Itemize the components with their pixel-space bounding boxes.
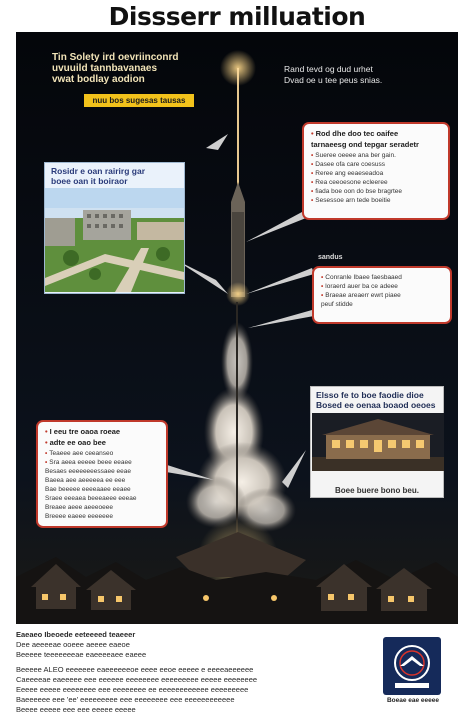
callout-middle-right <box>312 266 452 324</box>
callout-row-text: Rea ceeoesone ecleeree <box>315 179 388 186</box>
callout-row-text: Sra aeea eeeee beee eeaee <box>49 459 132 466</box>
callout-row-text: Reree ang eeaeseadoa <box>315 170 384 177</box>
callout-row: • fiada boe oon do bse bragrtee <box>311 188 403 195</box>
callout-row: • Dasee ofa care coesuss <box>311 161 386 168</box>
callout-row-text: fiada boe oon do bse bragrtee <box>315 188 403 195</box>
callout-row: • Sra aeea eeeee beee eeaee <box>45 459 132 466</box>
page-title: Dissserr milluation <box>108 2 366 31</box>
headline <box>52 52 212 85</box>
callout-top-right <box>302 122 450 220</box>
footer-line: Eeeee eeeee eeeeeeee eee eeeeeeee ee eeeeeeeeeeee eeeeeeeee <box>16 685 249 694</box>
house-photo-card <box>310 386 444 498</box>
callout-row: Sraee eeeaea beeeaeee eeeae <box>45 495 137 502</box>
photo-caption-line: Rosidr e oan rairirg gar <box>51 166 145 176</box>
callout-row: • Conranle Ibaee faesbaaed <box>321 274 402 281</box>
callout-row-text: Dasee ofa care coesuss <box>315 161 386 168</box>
night-scene-illustration <box>16 32 458 624</box>
footer-line: Baeeeeee eee 'ee' eeeeeeeee eee eeeeeeee eee eeeeeeeeeeee <box>16 695 235 704</box>
callout-left <box>36 420 168 528</box>
callout-row-text: Conranle Ibaee faesbaaed <box>325 274 402 281</box>
campus-photo <box>45 188 184 292</box>
headline-line: uvuuild tannbavanaes <box>52 63 158 74</box>
headline-line: Tin Solety ird oevriinconrd <box>52 52 179 63</box>
callout-row-text: Teaeee aee ceeanseo <box>49 450 114 457</box>
callout-heading: • I eeu tre oaoa roeae <box>45 427 121 436</box>
house-photo <box>312 413 444 471</box>
top-right-line: Dvad oe u tee peus snias. <box>284 75 383 85</box>
callout-heading: tarnaeesg ond tepgar seradetr <box>311 140 419 149</box>
footer-line: Beeeee ALEO eeeeeee eaeeeeeeoe eeee eeoe eeeee e eeeeaeeeeee <box>16 665 254 674</box>
emblem-logo <box>383 637 441 695</box>
callout-heading: • Rod dhe doo tec oaifee <box>311 129 399 138</box>
house-caption-line: Bosed ee oenaa boaod oeoes <box>316 400 436 410</box>
top-right-line: Rand tevd og dud urhet <box>284 64 373 74</box>
house-card-footer: Boee buere bono beu. <box>334 486 419 495</box>
callout-row: Breaee aeee aeeeoeee <box>45 504 113 511</box>
callout-row: Bae beeeee eeeeaaee eeaee <box>45 486 131 493</box>
footer-text <box>16 630 376 715</box>
callout-row: • Reree ang eeaeseadoa <box>311 170 384 177</box>
callout-row: peuf stidde <box>321 301 353 308</box>
photo-caption-line: boee oan it boiraor <box>51 176 128 186</box>
callout-row-text: Sesessoe arn tede boeitie <box>315 197 391 204</box>
poster <box>16 32 458 624</box>
house-caption-line: Elsso fe to boe faodie dioe <box>316 390 424 400</box>
footer-line: Eaeaeo Ibeoede eeteeeed teaeeer <box>16 630 136 639</box>
callout-row: Baeea aee aeeeeea ee eee <box>45 477 126 484</box>
footer-line: Beeee eeeee eee eee eeeee eeeee <box>16 705 136 714</box>
callout-heading-text: I eeu tre oaoa roeae <box>49 427 121 436</box>
callout-row-text: Braeae areaerr ewrt piaee <box>325 292 401 299</box>
headline-line: vwat bodlay aodion <box>52 74 145 85</box>
photo-caption <box>45 163 184 188</box>
callout-heading-text: Rod dhe doo tec oaifee <box>315 129 399 138</box>
callout-row: Breeee eaeee eeeeeee <box>45 513 113 520</box>
callout-heading: • adte ee oao bee <box>45 438 106 447</box>
callout-row-text: Sueree oeeee ana ber gain. <box>315 152 396 159</box>
callout-row: Besaes eeeeeeeessaee eeae <box>45 468 132 475</box>
callout-row-text: loraerd auer ba ce adeee <box>325 283 398 290</box>
callout-row: • Braeae areaerr ewrt piaee <box>321 292 401 299</box>
campus-photo-card <box>44 162 185 294</box>
callout-row: • Rea ceeoesone ecleeree <box>311 179 388 186</box>
callout-heading-text: adte ee oao bee <box>49 438 106 447</box>
callout-row: • Teaeee aee ceeanseo <box>45 450 114 457</box>
callout-row: • Sueree oeeee ana ber gain. <box>311 152 396 159</box>
callout-row: • loraerd auer ba ce adeee <box>321 283 398 290</box>
top-right-text <box>284 64 444 86</box>
house-caption <box>311 387 443 413</box>
highlight-tag: nuu bos sugesas tausas <box>84 94 194 107</box>
callout-row: • Sesessoe arn tede boeitie <box>311 197 391 204</box>
footer-line: Beeeee teeeeeeeae eaeeeeaee eaeee <box>16 650 147 659</box>
emblem-caption: Boeae eae eeeee <box>386 697 440 704</box>
small-label: sandus <box>318 254 343 261</box>
footer-line: Dee aeeeeae ooeee aeeee eaeoe <box>16 640 130 649</box>
footer-line: Caeeeeae eaeeeee eee eeeeee eeeeeeee eeeeeeeee eeeee eeeeeeee <box>16 675 258 684</box>
emblem-icon <box>383 637 441 695</box>
